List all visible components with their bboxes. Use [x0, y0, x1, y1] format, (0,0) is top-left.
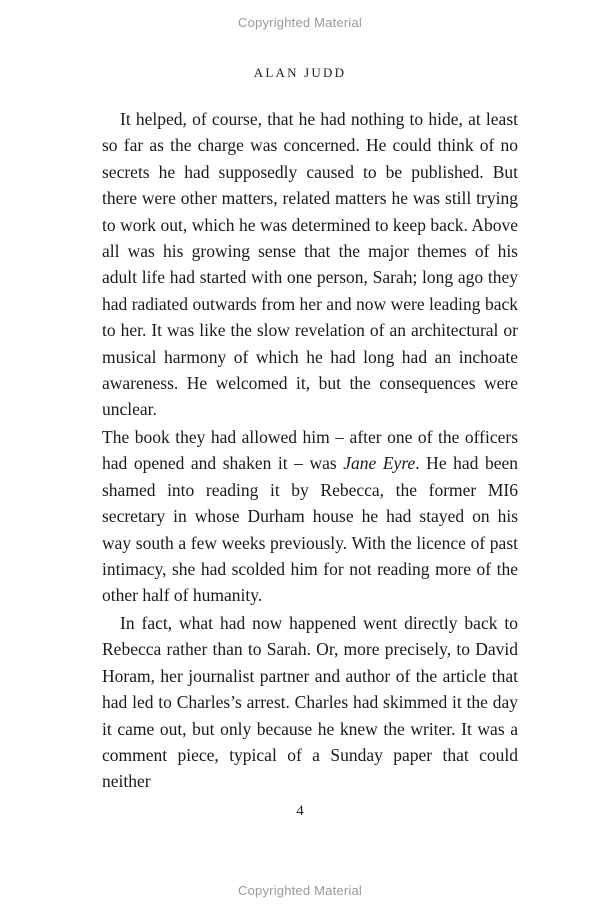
paragraph-2: [102, 424, 518, 609]
running-head-author: ALAN JUDD: [253, 65, 347, 80]
copyright-watermark-top: Copyrighted Material: [238, 15, 362, 30]
paragraph-2-text: [102, 424, 518, 609]
paragraph-1-text: It helped, of course, that he had nothing to hide, at least so far as the charge was concerned. He could think of no secrets he had supposedly caused to be published. But there were other matters, related matters he was still trying to work out, which he was determined to keep back. Above all was his growing sense that the major themes of his adult life had started with one person, Sarah; long ago they had radiated outwards from her and now were leading back to her. It was like the slow revelation of an architectural or musical harmony of which he had long had an inchoate awareness. He welcomed it, but the consequences were unclear.: [102, 109, 518, 420]
paragraph-1: [102, 106, 518, 423]
paragraph-2-text-before-title: The book they had allowed him – after one of the officers had opened and shaken it – was: [102, 427, 518, 474]
paragraph-3: [102, 610, 518, 795]
page-number: 4: [296, 803, 304, 819]
book-title: Jane Eyre: [343, 453, 416, 474]
copyright-watermark-bottom: Copyrighted Material: [238, 883, 362, 898]
paragraph-3-text: In fact, what had now happened went directly back to Rebecca rather than to Sarah. Or, more precisely, to David Horam, her journalist partner and author of the article that had led to Charles’s arrest. Charles had skimmed it the day it came out, but only because he knew the writer. It was a comment piece, typical of a Sunday paper that could neither: [102, 613, 518, 792]
paragraph-2-text-after-title: . He had been shamed into reading it by Rebecca, the former MI6 secretary in whose Durham house he had stayed on his way south a few weeks previously. With the licence of past intimacy, she had scolded him for not reading more of the other half of humanity.: [102, 453, 519, 606]
